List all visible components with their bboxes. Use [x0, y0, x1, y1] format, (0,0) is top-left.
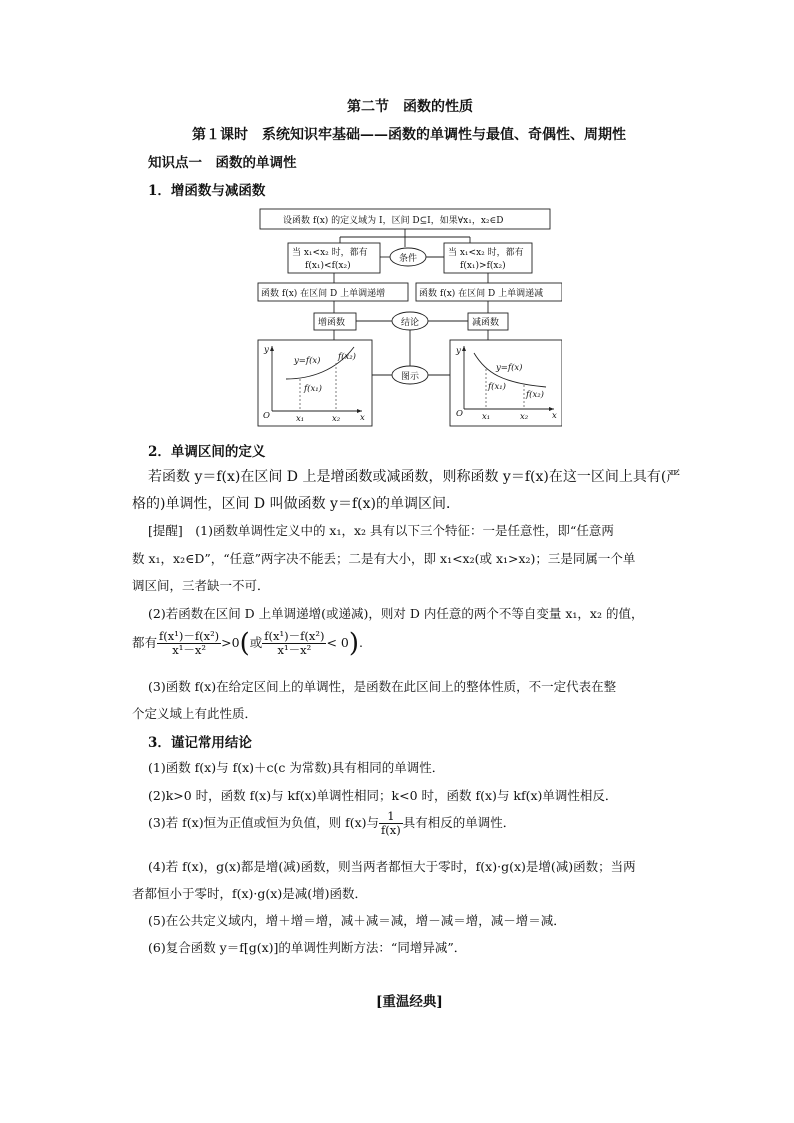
review-classics-heading: [重温经典] — [376, 994, 443, 1010]
tip2-line-1: (2)若函数在区间 D 上单调递增(或递减)，则对 D 内任意的两个不等自变量 x₁，x₂ 的值， — [148, 606, 644, 621]
frac1-numerator: f(x¹)－f(x²) — [159, 629, 220, 643]
tip-line-2: 数 x₁，x₂∈D”，“任意”两字决不能丢；二是有大小，即 x₁<x₂(或 x₁>x₂)；三是同属一个单 — [132, 551, 636, 566]
right-fx2-label: f(x₂) — [526, 390, 544, 400]
lesson-title: 第１课时 系统知识牢基础——函数的单调性与最值、奇偶性、周期性 — [192, 127, 626, 143]
increasing-graph — [263, 345, 365, 424]
reciprocal-numerator: 1 — [379, 810, 403, 824]
increasing-function-label: 增函数 — [318, 318, 346, 328]
conclusion-item-2: (2)k>0 时，函数 f(x)与 kf(x)单调性相同；k<0 时，函数 f(x)与 kf(x)单调性相反． — [148, 788, 618, 803]
definition-line-1: 若函数 y＝f(x)在区间 D 上是增函数或减函数，则称函数 y＝f(x)在这一区间上具有(严 — [148, 469, 681, 485]
frac2-denominator: x¹－x² — [277, 643, 312, 657]
tip3-line-2: 个定义域上有此性质． — [132, 706, 258, 721]
decreasing-condition-line2: f(x₁)>f(x₂) — [460, 261, 506, 271]
diagram-top-text: 设函数 f(x) 的定义域为 I，区间 D⊆I，如果∀x₁，x₂∈D — [283, 216, 504, 226]
right-x1-label: x₁ — [482, 412, 491, 422]
increasing-conclusion-text: 函数 f(x) 在区间 D 上单调递增 — [261, 289, 386, 299]
right-curve-label: y=f(x) — [496, 363, 523, 373]
condition-label: 条件 — [399, 254, 418, 264]
decreasing-function-label: 减函数 — [472, 318, 500, 328]
left-y-axis-label: y — [264, 345, 269, 355]
increasing-condition-line2: f(x₁)<f(x₂) — [305, 261, 351, 271]
decreasing-conclusion-text: 函数 f(x) 在区间 D 上单调递减 — [419, 289, 544, 299]
left-fx1-label: f(x₁) — [304, 384, 322, 394]
item3-suffix: 具有相反的单调性． — [402, 815, 516, 830]
frac1-denominator: x¹－x² — [172, 643, 206, 657]
increasing-condition-line1: 当 x₁<x₂ 时，都有 — [292, 248, 368, 258]
conclusion-label: 结论 — [401, 318, 420, 328]
knowledge-point-heading: 知识点一 函数的单调性 — [148, 155, 297, 171]
right-y-axis-label: y — [456, 346, 461, 356]
definition-line-2: 格的)单调性，区间 D 叫做函数 y＝f(x)的单调区间． — [132, 496, 460, 512]
conclusion-item-5: (5)在公共定义域内，增＋增＝增，减＋减＝减，增－减＝增，减－增＝减． — [148, 913, 566, 928]
conclusion-item-1: (1)函数 f(x)与 f(x)＋c(c 为常数)具有相同的单调性． — [148, 760, 445, 775]
item3-prefix: (3)若 f(x)恒为正值或恒为负值，则 f(x)与 — [148, 815, 380, 830]
right-x2-label: x₂ — [520, 412, 529, 422]
left-x1-label: x₁ — [296, 414, 305, 424]
tip3-line-1: (3)函数 f(x)在给定区间上的单调性，是函数在此区间上的整体性质，不一定代表在整 — [148, 679, 617, 694]
conclusion-item-3 — [148, 810, 515, 837]
or-text: 或 — [249, 635, 263, 650]
section-title: 第二节 函数的性质 — [347, 99, 473, 115]
decreasing-condition-line1: 当 x₁<x₂ 时，都有 — [448, 248, 524, 258]
tip2-prefix: 都有 — [132, 635, 158, 650]
decreasing-graph-box — [450, 340, 562, 426]
less-than-zero: < 0 — [326, 635, 349, 650]
difference-quotient-1 — [157, 630, 221, 657]
tip-line-1: [提醒] (1)函数单调性定义中的 x₁，x₂ 具有以下三个特征：一是任意性，即“任意两 — [148, 523, 614, 538]
right-origin-label: O — [456, 409, 463, 419]
conclusion-item-6: (6)复合函数 y＝f[g(x)]的单调性判断方法：“同增异减”． — [148, 940, 467, 955]
decreasing-graph — [455, 346, 557, 422]
left-x2-label: x₂ — [332, 414, 341, 424]
left-origin-label: O — [263, 411, 270, 421]
left-fx2-label: f(x₂) — [338, 352, 356, 362]
frac2-numerator: f(x¹)－f(x²) — [264, 629, 325, 643]
monotonicity-diagram — [250, 203, 562, 431]
greater-than-zero: >0 — [221, 635, 240, 650]
right-x-axis-label: x — [552, 411, 557, 421]
left-curve-label: y=f(x) — [294, 356, 321, 366]
subsection-3-heading: 3．谨记常用结论 — [148, 735, 252, 751]
conclusion-item-4-line-2: 者都恒小于零时，f(x)·g(x)是减(增)函数． — [132, 886, 367, 901]
conclusion-item-4-line-1: (4)若 f(x)，g(x)都是增(减)函数，则当两者都恒大于零时，f(x)·g(x)是增(减)函数；当两 — [148, 859, 636, 874]
graph-label: 图示 — [401, 372, 420, 382]
subsection-2-heading: 2．单调区间的定义 — [148, 444, 266, 460]
reciprocal-denominator: f(x) — [381, 823, 401, 837]
right-fx1-label: f(x₁) — [488, 382, 506, 392]
sentence-end: . — [359, 635, 363, 650]
tip-line-3: 调区间，三者缺一不可． — [132, 578, 270, 593]
difference-quotient-2 — [262, 630, 326, 657]
left-x-axis-label: x — [360, 413, 365, 423]
subsection-1-heading: 1．增函数与减函数 — [148, 183, 266, 199]
difference-quotient-inequality: 都有 $\frac{\text{f(x¹)－f(x²)}}{\text{x¹－x²}}$ >0(或 $\frac{\text{f(x¹)－f(x²)}}{\text{x¹－x²}}$ < 0). — [132, 628, 363, 659]
reciprocal-fraction — [379, 810, 403, 837]
